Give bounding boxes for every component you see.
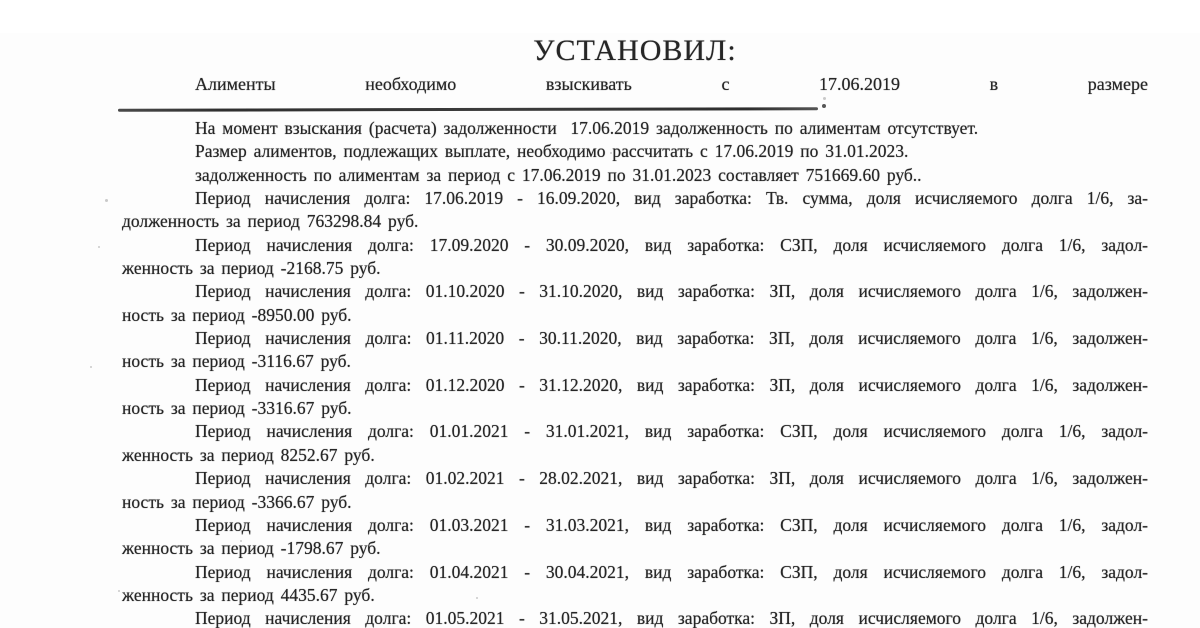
scan-speck — [240, 540, 242, 542]
document-line: женность за период -1798.67 руб. — [122, 538, 381, 559]
scan-speck — [98, 246, 100, 248]
underline-rule — [118, 107, 818, 111]
document-line: Период начисления долга: 17.06.2019 - 16.09.2020, вид заработка: Тв. сумма, доля исчисляемого долга 1/6, за- — [195, 188, 1148, 209]
scan-speck — [823, 97, 826, 100]
document-line: На момент взыскания (расчета) задолженности 17.06.2019 задолженность по алиментам отсутствует. — [195, 118, 979, 138]
document-line: задолженность по алиментам за период с 17.06.2019 по 31.01.2023 составляет 751669.60 руб.. — [195, 164, 922, 185]
document-line: Период начисления долга: 01.01.2021 - 31.01.2021, вид заработка: СЗП, доля исчисляемого долга 1/6, задол- — [195, 421, 1148, 442]
document-line: ность за период -3116.67 руб. — [122, 351, 351, 372]
document-line: женность за период 8252.67 руб. — [122, 444, 375, 465]
scan-top-margin-band — [0, 0, 1200, 33]
document-line: долженность за период 763298.84 руб. — [122, 211, 419, 232]
document-line: Период начисления долга: 01.02.2021 - 28.02.2021, вид заработка: ЗП, доля исчисляемого долга 1/6, задолжен- — [195, 468, 1148, 489]
document-line: ность за период -3316.67 руб. — [122, 398, 352, 419]
scan-speck — [118, 590, 120, 592]
document-line: женность за период -2168.75 руб. — [122, 258, 381, 279]
section-heading: УСТАНОВИЛ: — [533, 34, 737, 67]
document-line: ность за период -8950.00 руб. — [122, 304, 352, 325]
document-line: Размер алиментов, подлежащих выплате, необходимо рассчитать с 17.06.2019 по 31.01.2023. — [195, 141, 909, 162]
document-body — [122, 117, 1148, 628]
underline-rule-end-dot — [822, 104, 826, 108]
document-line: женность за период 4435.67 руб. — [122, 584, 375, 605]
document-line: Период начисления долга: 17.09.2020 - 30.09.2020, вид заработка: СЗП, доля исчисляемого долга 1/6, задол- — [195, 234, 1148, 255]
document-line: Период начисления долга: 01.04.2021 - 30.04.2021, вид заработка: СЗП, доля исчисляемого долга 1/6, задол- — [195, 561, 1148, 582]
document-line: Период начисления долга: 01.10.2020 - 31.10.2020, вид заработка: ЗП, доля исчисляемого долга 1/6, задолжен- — [195, 281, 1148, 302]
scan-speck — [476, 597, 478, 599]
document-line: Период начисления долга: 01.12.2020 - 31.12.2020, вид заработка: ЗП, доля исчисляемого долга 1/6, задолжен- — [195, 374, 1148, 395]
document-line: Период начисления долга: 01.11.2020 - 30.11.2020, вид заработка: ЗП, доля исчисляемого долга 1/6, задолжен- — [195, 328, 1148, 349]
document-line: Период начисления долга: 01.05.2021 - 31.05.2021, вид заработка: ЗП, доля исчисляемого долга 1/6, задолжен- — [195, 608, 1148, 628]
ruling-summary-line: Алименты необходимо взыскивать с 17.06.2019 в размере — [195, 74, 1148, 94]
scan-speck — [105, 199, 108, 202]
document-line: Период начисления долга: 01.03.2021 - 31.03.2021, вид заработка: СЗП, доля исчисляемого долга 1/6, задол- — [195, 514, 1148, 535]
scan-speck — [610, 152, 612, 154]
document-line: ность за период -3366.67 руб. — [122, 491, 352, 512]
scan-speck — [90, 366, 92, 368]
